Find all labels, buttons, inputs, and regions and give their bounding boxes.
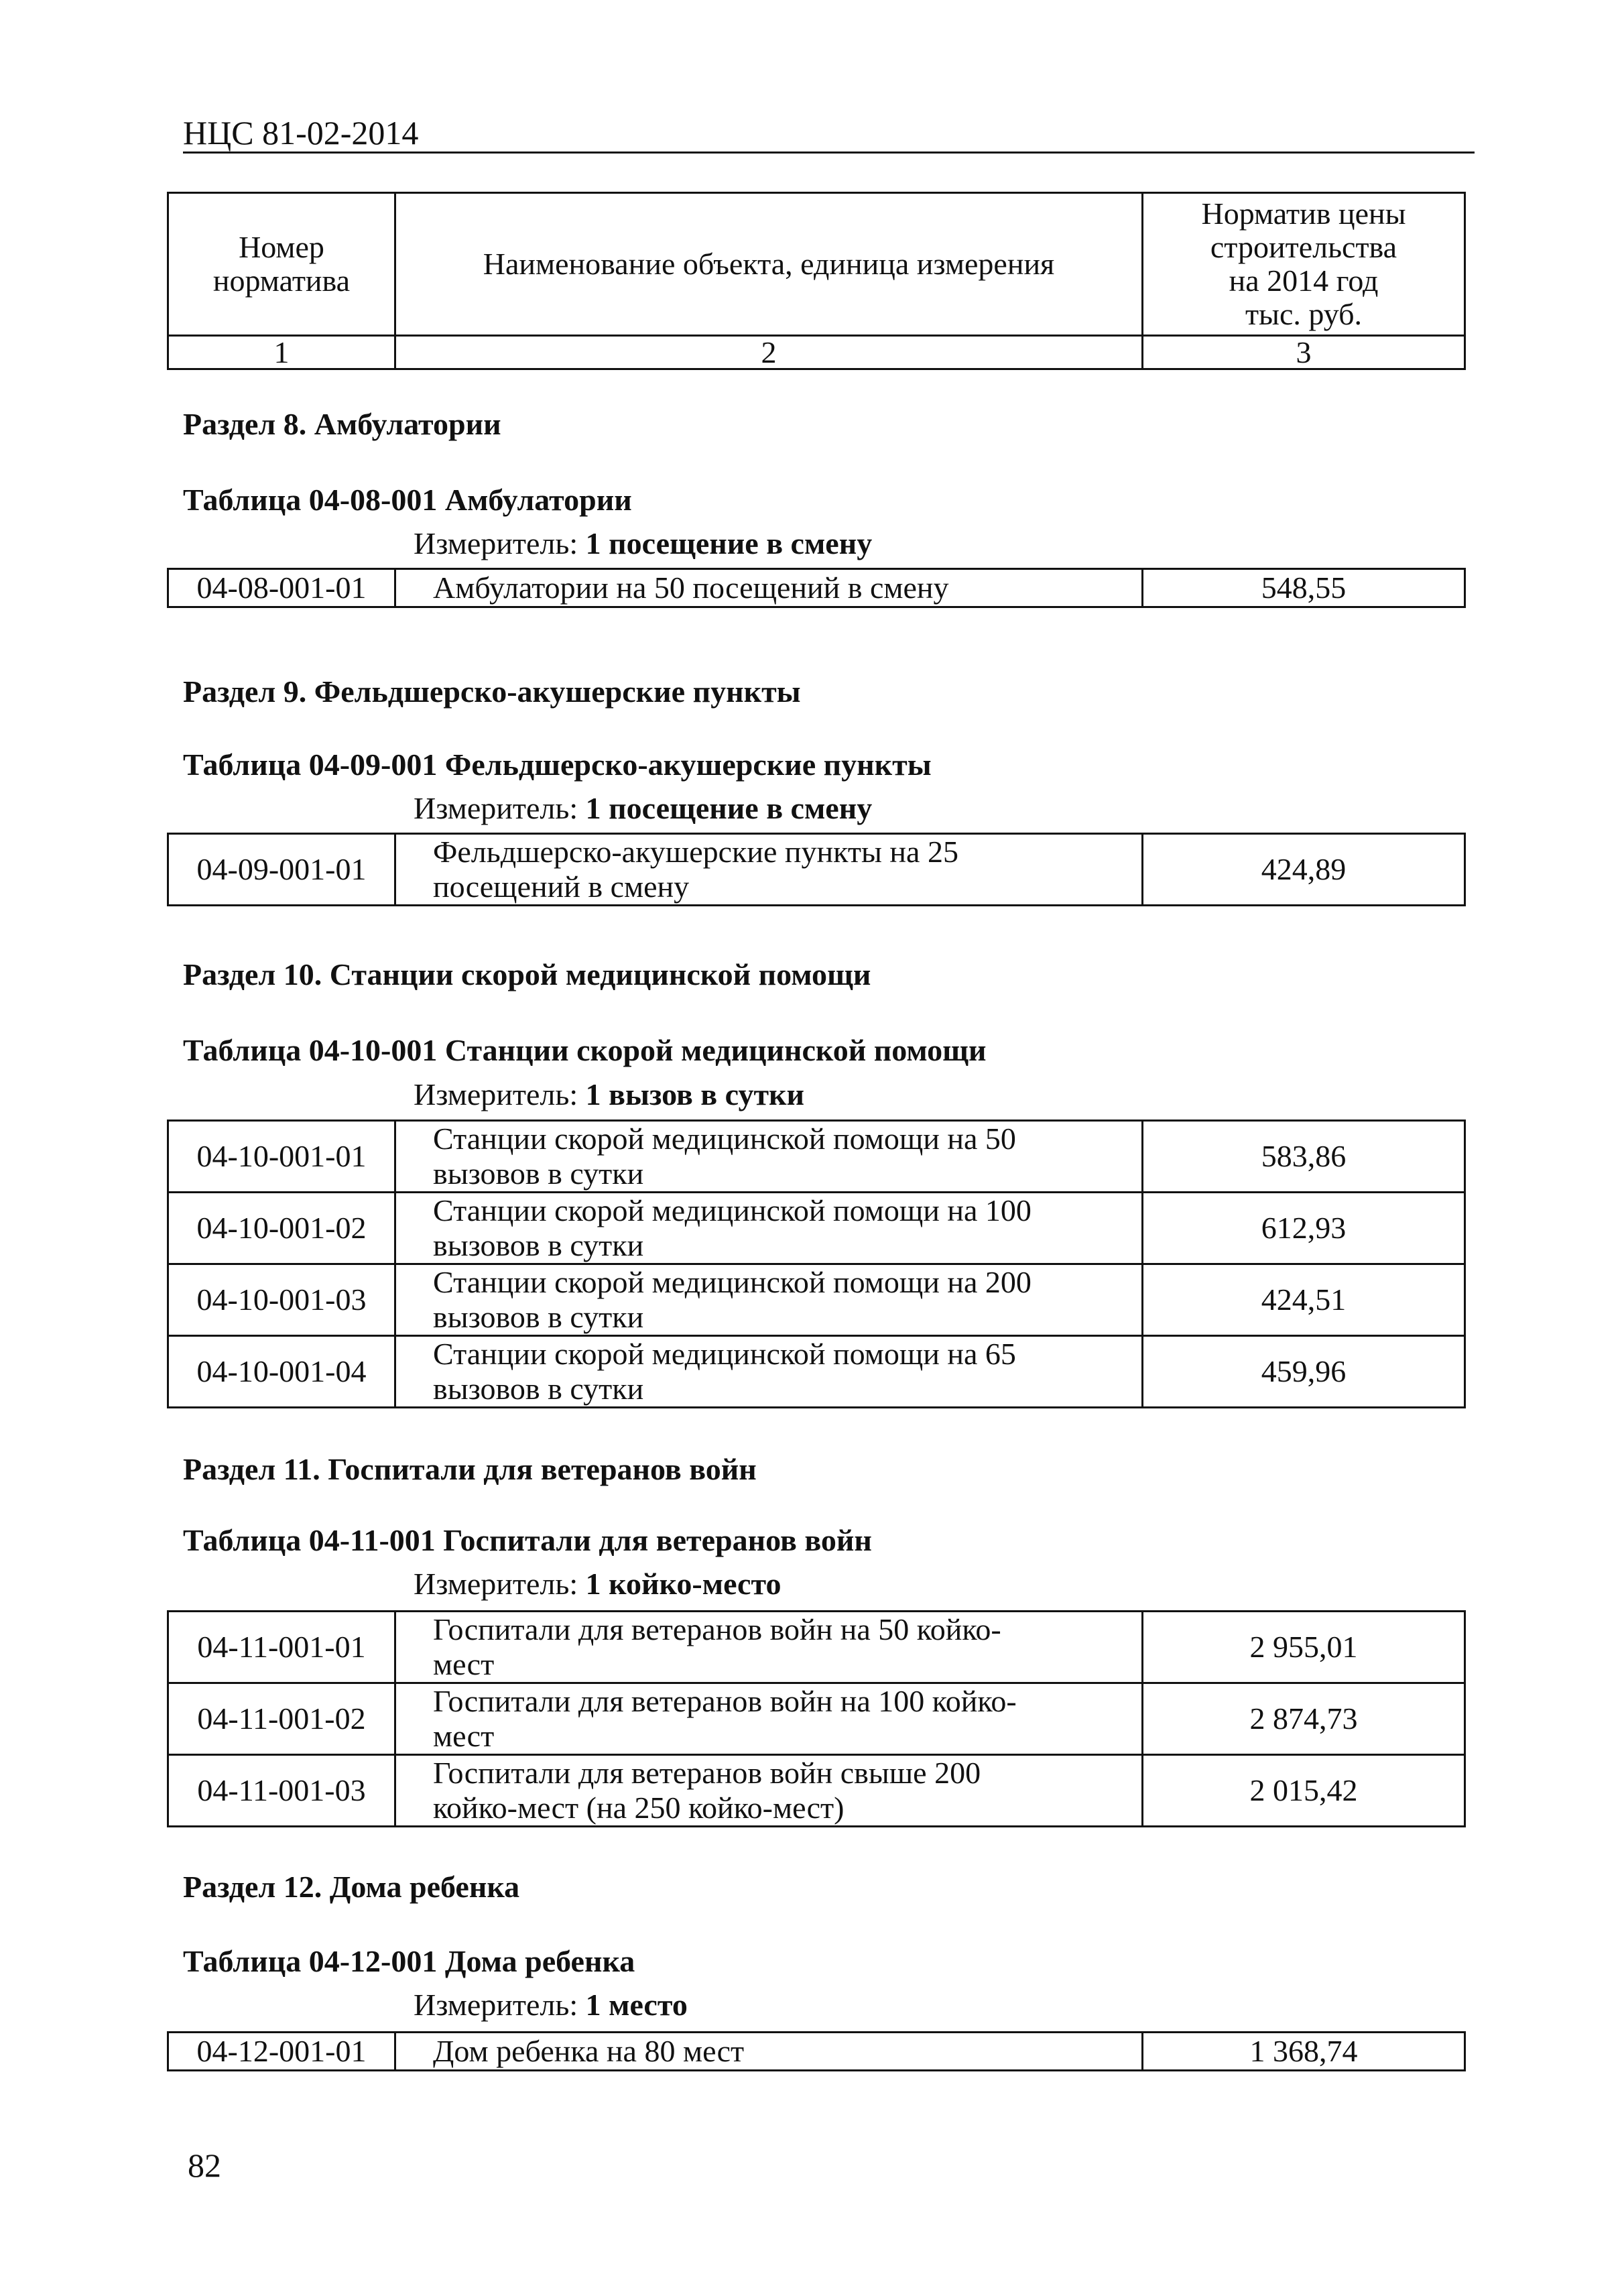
measure-label: Измеритель:: [414, 791, 578, 825]
row-value: 583,86: [1143, 1121, 1465, 1193]
row-code: 04-09-001-01: [168, 834, 395, 906]
row-name-line: Станции скорой медицинской помощи на 50: [433, 1122, 1016, 1156]
norm-table: [167, 2031, 1466, 2071]
measure-label: Измеритель:: [414, 1077, 578, 1111]
table-row: [168, 1264, 1465, 1336]
table-title: Таблица 04-09-001 Фельдшерско-акушерские пункты: [183, 747, 932, 782]
table-row: [168, 2033, 1465, 2071]
table-title: Таблица 04-12-001 Дома ребенка: [183, 1944, 635, 1978]
row-name-line: Дом ребенка на 80 мест: [433, 2034, 745, 2068]
row-name-line: Станции скорой медицинской помощи на 200: [433, 1265, 1032, 1299]
row-name-line: Станции скорой медицинской помощи на 65: [433, 1337, 1016, 1371]
row-name: [395, 569, 1143, 607]
table-row: [168, 834, 1465, 906]
row-name: [395, 1755, 1143, 1827]
header-num-3: 3: [1143, 336, 1465, 369]
measure-value: 1 место: [585, 1988, 688, 2022]
header-col-name: Наименование объекта, единица измерения: [395, 193, 1143, 336]
row-name-line: Станции скорой медицинской помощи на 100: [433, 1193, 1032, 1227]
row-name: [395, 1193, 1143, 1264]
row-name: [395, 1264, 1143, 1336]
row-name: [395, 2033, 1143, 2071]
header-num-1: 1: [168, 336, 395, 369]
table-title: Таблица 04-10-001 Станции скорой медицинской помощи: [183, 1033, 987, 1067]
header-price-line: строительства: [1210, 230, 1397, 264]
row-code: 04-10-001-04: [168, 1336, 395, 1408]
row-name-line: вызовов в сутки: [433, 1372, 644, 1406]
row-name: [395, 1336, 1143, 1408]
measure-value: 1 посещение в смену: [585, 791, 873, 825]
row-name-line: посещений в смену: [433, 869, 690, 904]
table-row: [168, 1336, 1465, 1408]
table-title: Таблица 04-11-001 Госпитали для ветеранов войн: [183, 1523, 872, 1557]
section-title: Раздел 8. Амбулатории: [183, 407, 501, 441]
row-value: 2 955,01: [1143, 1612, 1465, 1683]
row-code: 04-12-001-01: [168, 2033, 395, 2071]
row-name: [395, 1121, 1143, 1193]
column-header-table: [167, 192, 1466, 370]
row-name: [395, 1683, 1143, 1755]
row-value: 548,55: [1143, 569, 1465, 607]
row-value: 424,89: [1143, 834, 1465, 906]
page-number: 82: [188, 2147, 221, 2184]
measure-line: [414, 1076, 804, 1113]
table-row: [168, 1121, 1465, 1193]
measure-value: 1 койко-место: [585, 1567, 782, 1601]
table-row: [168, 569, 1465, 607]
header-col-price: [1143, 193, 1465, 336]
measure-label: Измеритель:: [414, 1988, 578, 2022]
row-value: 459,96: [1143, 1336, 1465, 1408]
row-code: 04-11-001-02: [168, 1683, 395, 1755]
row-name-line: вызовов в сутки: [433, 1228, 644, 1262]
row-code: 04-08-001-01: [168, 569, 395, 607]
header-col-code: Номер норматива: [168, 193, 395, 336]
row-name-line: Госпитали для ветеранов войн на 50 койко-: [433, 1612, 1001, 1646]
section-title: Раздел 10. Станции скорой медицинской помощи: [183, 957, 871, 991]
section-title: Раздел 9. Фельдшерско-акушерские пункты: [183, 674, 801, 709]
norm-table: [167, 1610, 1466, 1827]
row-code: 04-10-001-03: [168, 1264, 395, 1336]
row-name-line: мест: [433, 1647, 495, 1681]
measure-label: Измеритель:: [414, 526, 578, 560]
section-title: Раздел 11. Госпитали для ветеранов войн: [183, 1452, 757, 1486]
table-row: [168, 1683, 1465, 1755]
row-name-line: Госпитали для ветеранов войн свыше 200: [433, 1756, 981, 1790]
table-row: [168, 1755, 1465, 1827]
header-divider: [183, 152, 1475, 154]
norm-table: [167, 833, 1466, 906]
header-price-line: тыс. руб.: [1245, 297, 1363, 331]
table-row: [168, 1193, 1465, 1264]
section-title: Раздел 12. Дома ребенка: [183, 1870, 520, 1904]
row-code: 04-10-001-02: [168, 1193, 395, 1264]
row-name-line: вызовов в сутки: [433, 1156, 644, 1191]
norm-table: [167, 568, 1466, 608]
row-code: 04-11-001-03: [168, 1755, 395, 1827]
measure-line: [414, 1986, 688, 2024]
measure-line: [414, 1565, 781, 1603]
row-name-line: Амбулатории на 50 посещений в смену: [433, 570, 949, 605]
measure-label: Измеритель:: [414, 1567, 578, 1601]
row-name-line: Фельдшерско-акушерские пункты на 25: [433, 835, 958, 869]
row-name-line: мест: [433, 1719, 495, 1753]
header-price-line: Норматив цены: [1201, 196, 1406, 231]
row-name-line: койко-мест (на 250 койко-мест): [433, 1791, 845, 1825]
row-name: [395, 834, 1143, 906]
measure-value: 1 посещение в смену: [585, 526, 873, 560]
header-num-2: 2: [395, 336, 1143, 369]
row-code: 04-10-001-01: [168, 1121, 395, 1193]
row-name: [395, 1612, 1143, 1683]
table-row: [168, 1612, 1465, 1683]
row-value: 424,51: [1143, 1264, 1465, 1336]
norm-table: [167, 1120, 1466, 1408]
measure-line: [414, 525, 872, 562]
row-value: 2 015,42: [1143, 1755, 1465, 1827]
row-value: 612,93: [1143, 1193, 1465, 1264]
header-price-line: на 2014 год: [1229, 263, 1379, 298]
row-value: 1 368,74: [1143, 2033, 1465, 2071]
table-title: Таблица 04-08-001 Амбулатории: [183, 483, 632, 517]
document-code: НЦС 81-02-2014: [183, 114, 419, 152]
measure-value: 1 вызов в сутки: [585, 1077, 805, 1111]
row-value: 2 874,73: [1143, 1683, 1465, 1755]
row-name-line: Госпитали для ветеранов войн на 100 койко-: [433, 1684, 1017, 1718]
measure-line: [414, 790, 872, 827]
row-name-line: вызовов в сутки: [433, 1300, 644, 1334]
row-code: 04-11-001-01: [168, 1612, 395, 1683]
